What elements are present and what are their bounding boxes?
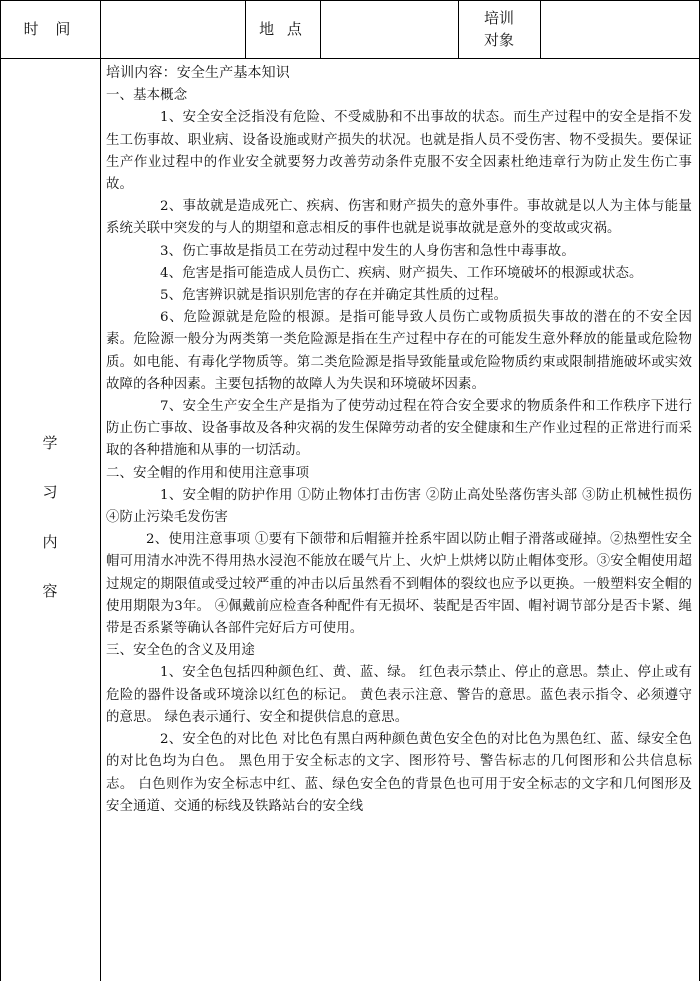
paragraph-2: 2、事故就是造成死亡、疾病、伤害和财产损失的意外事件。事故就是以人为主体与能量系统关联中突发的与人的期望和意志相反的事件也就是说事故就是意外的变故或灾祸。	[106, 199, 692, 237]
training-content	[106, 62, 692, 818]
time-label: 时 间	[23, 20, 77, 38]
paragraph-11: 2、安全色的对比色 对比色有黑白两种颜色黄色安全色的对比色为黑色红、蓝、绿安全色的对比色均为白色。 黑色用于安全标志的文字、图形符号、警告标志的几何图形和公共信息标志。 白色则作为安全标志中红、蓝、绿色安全色的背景色也可用于安全标志的文字和几何图形及安全通道、交通的标线及铁路站台的安全线	[106, 732, 692, 814]
paragraph-7: 7、安全生产安全生产是指为了使劳动过程在符合安全要求的物质条件和工作秩序下进行防止伤亡事故、设备事故及各种灾祸的发生保障劳动者的安全健康和生产作业过程的正常进行而采取的各种措施和从事的一切活动。	[106, 399, 692, 459]
target-label-line2: 对象	[483, 31, 514, 49]
sidebar-char-3: 内	[42, 533, 58, 551]
paragraph-6: 6、危险源就是危险的根源。是指可能导致人员伤亡或物质损失事故的潜在的不安全因素。危险源一般分为两类第一类危险源是指在生产过程中存在的可能发生意外释放的能量或危险物质。如电能、有毒化学物质等。第二类危险源是指导致能量或危险物质约束或限制措施破坏或实效故障的各种因素。主要包括物的故障人为失误和环境破坏因素。	[106, 310, 692, 392]
paragraph-8: 1、安全帽的防护作用 ①防止物体打击伤害 ②防止高处坠落伤害头部 ③防止机械性损伤 ④防止污染毛发伤害	[106, 487, 692, 526]
section-3-title: 三、安全色的含义及用途	[106, 643, 255, 659]
sidebar-char-2: 习	[42, 483, 58, 501]
paragraph-4: 4、危害是指可能造成人员伤亡、疾病、财产损失、工作环境破坏的根源或状态。	[160, 265, 643, 281]
paragraph-10: 1、安全色包括四种颜色红、黄、蓝、绿。 红色表示禁止、停止的意思。禁止、停止或有危险的器件设备或环境涂以红色的标记。 黄色表示注意、警告的意思。蓝色表示指令、必须遵守的意思。 绿色表示通行、安全和提供信息的意思。	[106, 665, 692, 725]
place-label: 地 点	[259, 20, 306, 38]
paragraph-3: 3、伤亡事故是指员工在劳动过程中发生的人身伤害和急性中毒事故。	[160, 243, 575, 259]
content-title: 培训内容：安全生产基本知识	[106, 65, 290, 81]
time-value-cell[interactable]	[101, 1, 245, 58]
sidebar-divider	[100, 0, 101, 981]
paragraph-5: 5、危害辨识就是指识别危害的存在并确定其性质的过程。	[160, 288, 508, 304]
target-value-cell[interactable]	[541, 1, 699, 58]
header-bottom-border	[0, 58, 700, 59]
sidebar-char-1: 学	[42, 434, 58, 452]
section-2-title: 二、安全帽的作用和使用注意事项	[106, 465, 310, 481]
place-value-cell[interactable]	[321, 1, 458, 58]
study-content-label	[0, 0, 100, 981]
section-1-title: 一、基本概念	[106, 88, 188, 104]
sidebar-char-4: 容	[42, 582, 58, 600]
target-label-line1: 培训	[483, 9, 514, 27]
paragraph-1: 1、安全安全泛指没有危险、不受威胁和不出事故的状态。而生产过程中的安全是指不发生工伤事故、职业病、设备设施或财产损失的状况。也就是指人员不受伤害、物不受损失。要保证生产作业过程中的作业安全就要努力改善劳动条件克服不安全因素杜绝违章行为防止发生伤亡事故。	[106, 110, 692, 193]
paragraph-9: 2、使用注意事项 ①要有下颌带和后帽箍并拴系牢固以防止帽子滑落或碰掉。②热塑性安全帽可用清水冲洗不得用热水浸泡不能放在暖气片上、火炉上烘烤以防止帽体变形。③安全帽使用超过规定的期限值或受过较严重的冲击以后虽然看不到帽体的裂纹也应予以更换。一般塑料安全帽的使用期限为3年。 ④佩戴前应检查各种配件有无损坏、装配是否牢固、帽衬调节部分是否卡紧、绳带是否系紧等确认各部件完好后方可使用。	[106, 532, 692, 637]
